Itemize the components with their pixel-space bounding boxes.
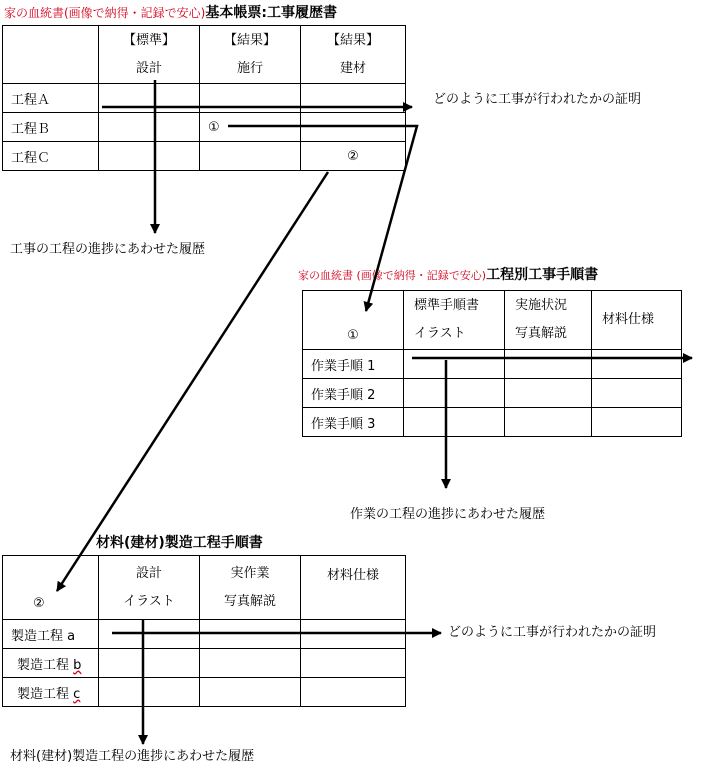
row-label-step-1: 作業手順 1 xyxy=(303,350,404,379)
row-label-manufacturing-a: 製造工程 a xyxy=(3,620,99,649)
arrow-link-2 xyxy=(57,172,328,591)
row-label-step-2: 作業手順 2 xyxy=(303,379,404,408)
title-prefix: 家の血統書 (画像で納得・記録で安心) xyxy=(298,269,487,282)
history-note-2: 作業の工程の進捗にあわせた履歴 xyxy=(350,507,546,522)
header-implementation-status: 実施状況 写真解説 xyxy=(505,291,592,350)
title-main: 基本帳票:工事履歴書 xyxy=(205,5,337,21)
title-main: 工程別工事手順書 xyxy=(486,267,599,283)
row-label-process-c: 工程Ｃ xyxy=(3,142,99,171)
marker-2-cell: ② xyxy=(301,142,406,171)
header-design: 設計 イラスト xyxy=(99,556,200,620)
header-material-spec: 材料仕様 xyxy=(301,556,406,620)
title-prefix: 家の血統書(画像で納得・記録で安心) xyxy=(4,6,206,20)
header-material-spec: 材料仕様 xyxy=(592,291,682,350)
corner-marker-1: ① xyxy=(303,291,404,350)
header-material: 【結果】 建材 xyxy=(301,26,406,84)
header-design: 【標準】 設計 xyxy=(99,26,200,84)
row-label-manufacturing-b: 製造工程 b xyxy=(3,649,99,678)
row-label-process-b: 工程Ｂ xyxy=(3,113,99,142)
row-label-manufacturing-c: 製造工程 c xyxy=(3,678,99,707)
header-actual-work: 実作業 写真解説 xyxy=(200,556,301,620)
marker-1-cell: ① xyxy=(200,113,301,142)
row-label-process-a: 工程Ａ xyxy=(3,84,99,113)
history-note-3: 材料(建材)製造工程の進捗にあわせた履歴 xyxy=(10,749,255,764)
header-standard-procedure: 標準手順書 イラスト xyxy=(404,291,505,350)
proof-note-3: どのように工事が行われたかの証明 xyxy=(448,625,657,640)
header-construction: 【結果】 施行 xyxy=(200,26,301,84)
row-label-step-3: 作業手順 3 xyxy=(303,408,404,437)
history-note-1: 工事の工程の進捗にあわせた履歴 xyxy=(10,242,206,257)
corner-marker-2: ② xyxy=(3,556,99,620)
proof-note-1: どのように工事が行われたかの証明 xyxy=(433,92,642,107)
title-main: 材料(建材)製造工程手順書 xyxy=(96,535,263,551)
